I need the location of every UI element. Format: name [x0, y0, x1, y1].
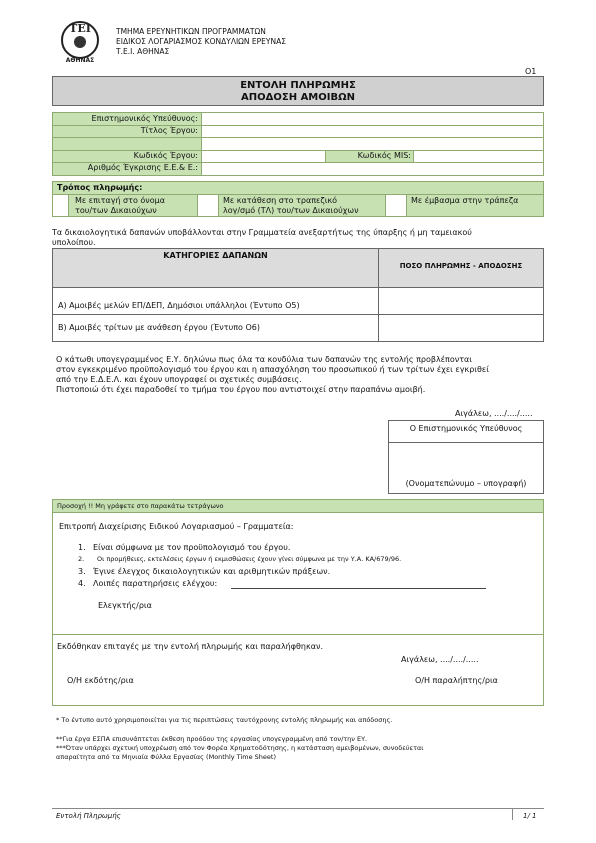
footer-rule	[52, 808, 544, 809]
payment-method-table	[52, 181, 544, 217]
office-item2-number: 2.	[78, 555, 85, 563]
submission-note-line1: Τα δικαιολογητικά δαπανών υποβάλλονται στην Γραμματεία ανεξαρτήτως της ύπαρξης ή μη ταμειακού	[52, 228, 472, 237]
footnote-2: **Για έργα ΕΣΠΑ επισυνάπτεται έκθεση προόδου της εργασίας υπογεγραμμένη από τον/την ΕΥ.	[56, 735, 368, 743]
option-deposit-line2: λογ/σμό (ΤΛ) του/των Δικαιούχων	[223, 206, 359, 215]
project-info-table	[52, 112, 544, 176]
footer-title: Εντολή Πληρωμής	[56, 812, 121, 820]
header-line3: Τ.Ε.Ι. ΑΘΗΝΑΣ	[116, 47, 170, 56]
payment-heading: Τρόπος πληρωμής:	[57, 183, 143, 192]
office-place-date: Αιγάλεω, ..../..../.....	[401, 655, 479, 664]
submission-note-line2: υπολοίπου.	[52, 238, 96, 247]
project-title-field[interactable]	[202, 125, 543, 150]
project-title-label: Τίτλος Έργου:	[140, 126, 198, 135]
footnote-3b: απαραίτητα από τα Μηνιαία Φύλλα Εργασίας (Monthly Time Sheet)	[56, 753, 276, 761]
footer-page: 1/ 1	[523, 812, 537, 820]
mis-code-label: Κωδικός MIS:	[357, 151, 411, 160]
office-warning: Προσοχή !! Μη γράφετε στο παρακάτω τετράγωνο	[57, 502, 224, 510]
expense-amount-a[interactable]	[379, 288, 543, 314]
office-item4-number: 4.	[78, 579, 86, 588]
expense-row-a: Α) Αμοιβές μελών ΕΠ/ΔΕΠ, Δημόσιοι υπάλληλοι (Έντυπο Ο5)	[58, 301, 300, 310]
footer-divider	[512, 808, 513, 820]
tei-logo	[58, 18, 102, 64]
checkbox-deposit[interactable]	[198, 195, 218, 216]
expense-amount-b[interactable]	[379, 315, 543, 341]
office-issuer: Ο/Η εκδότης/ρια	[67, 676, 134, 685]
scientific-lead-field[interactable]	[202, 113, 543, 125]
expenses-header-category: ΚΑΤΗΓΟΡΙΕΣ ΔΑΠΑΝΩΝ	[163, 251, 268, 260]
signature-box	[388, 420, 544, 494]
scientific-lead-label: Επιστημονικός Υπεύθυνος:	[91, 114, 198, 123]
declaration-line4: Πιστοποιώ ότι έχει παραδοθεί το τμήμα του έργου που αντιστοιχεί στην παραπάνω αμοιβή.	[56, 385, 426, 394]
title-line2: ΑΠΟΔΟΣΗ ΑΜΟΙΒΩΝ	[241, 92, 355, 103]
title-bar	[52, 76, 544, 106]
signature-name-sign: (Ονοματεπώνυμο – υπογραφή)	[405, 479, 527, 488]
footnote-1: * Το έντυπο αυτό χρησιμοποιείται για τις περιπτώσεις ταυτόχρονης εντολής πληρωμής και απόδοσης.	[56, 716, 393, 724]
office-auditor: Ελεγκτής/ρια	[98, 601, 152, 610]
expenses-table	[52, 248, 544, 342]
footnote-3a: ***Όταν υπάρχει σχετική υποχρέωση από τον Φορέα Χρηματοδότησης, η κατάσταση αμειβομένων, συνοδεύεται	[56, 744, 424, 752]
declaration-line1: Ο κάτωθι υπογεγραμμένος Ε.Υ. δηλώνω πως όλα τα κονδύλια των δαπανών της εντολής προβλέπονται	[56, 355, 473, 364]
office-item2: Οι προμήθειες, εκτελέσεις έργων ή εκμισθώσεις έχουν γίνει σύμφωνα με την Υ.Α. ΚΑ/679/96.	[97, 555, 402, 563]
office-item1: Είναι σύμφωνα με τον προϋπολογισμό του έργου.	[93, 543, 291, 552]
office-issued: Εκδόθηκαν επιταγές με την εντολή πληρωμής και παραλήφθηκαν.	[57, 642, 323, 651]
svg-text:ΤΕΙ: ΤΕΙ	[69, 22, 91, 35]
title-line1: ΕΝΤΟΛΗ ΠΛΗΡΩΜΗΣ	[240, 80, 356, 91]
header-line1: ΤΜΗΜΑ ΕΡΕΥΝΗΤΙΚΩΝ ΠΡΟΓΡΑΜΜΑΤΩΝ	[116, 27, 266, 36]
checkbox-check[interactable]	[53, 195, 68, 216]
option-check-line2: του/των Δικαιούχων	[75, 206, 157, 215]
option-check-line1: Με επιταγή στο όνομα	[75, 196, 165, 205]
svg-text:ΑΘΗΝΑΣ: ΑΘΗΝΑΣ	[65, 57, 95, 64]
office-item4: Λοιπές παρατηρήσεις ελέγχου:	[93, 579, 218, 588]
office-item3: Έγινε έλεγχος δικαιολογητικών και αριθμητικών πράξεων.	[93, 567, 331, 576]
checkbox-wire[interactable]	[386, 195, 406, 216]
signature-place-date: Αιγάλεω, ..../..../.....	[455, 409, 533, 418]
office-item1-number: 1.	[78, 543, 86, 552]
office-item3-number: 3.	[78, 567, 86, 576]
option-deposit-line1: Με κατάθεση στο τραπεζικό	[223, 196, 338, 205]
option-wire: Με έμβασμα στην τράπεζα	[411, 196, 519, 205]
form-code: Ο1	[525, 67, 537, 76]
project-code-label: Κωδικός Έργου:	[133, 151, 198, 160]
signature-role: Ο Επιστημονικός Υπεύθυνος	[409, 424, 523, 433]
expense-row-b: Β) Αμοιβές τρίτων με ανάθεση έργου (Έντυπο Ο6)	[58, 323, 260, 332]
project-code-field[interactable]	[202, 150, 325, 162]
office-committee: Επιτροπή Διαχείρισης Ειδικού Λογαριασμού – Γραμματεία:	[59, 522, 294, 531]
expenses-header-amount: ΠΟΣΟ ΠΛΗΡΩΜΗΣ - ΑΠΟΔΟΣΗΣ	[399, 262, 523, 270]
declaration-line2: στον εγκεκριμένο προϋπολογισμό του έργου και η απασχόληση του προσωπικού ή των τρίτων έχει εγκριθεί	[56, 365, 489, 374]
header-line2: ΕΙΔΙΚΟΣ ΛΟΓΑΡΙΑΣΜΟΣ ΚΟΝΔΥΛΙΩΝ ΕΡΕΥΝΑΣ	[116, 37, 286, 46]
mis-code-field[interactable]	[414, 150, 543, 162]
office-receiver: Ο/Η παραλήπτης/ρια	[415, 676, 498, 685]
declaration-line3: από την Ε.Δ.Ε.Λ. και έχουν υπογραφεί οι σχετικές συμβάσεις.	[56, 375, 302, 384]
office-use-box	[52, 499, 544, 706]
approval-no-field[interactable]	[202, 162, 543, 175]
approval-no-label: Αριθμός Έγκρισης Ε.Ε.& Ε.:	[87, 163, 198, 172]
office-remarks-line[interactable]	[231, 580, 486, 589]
